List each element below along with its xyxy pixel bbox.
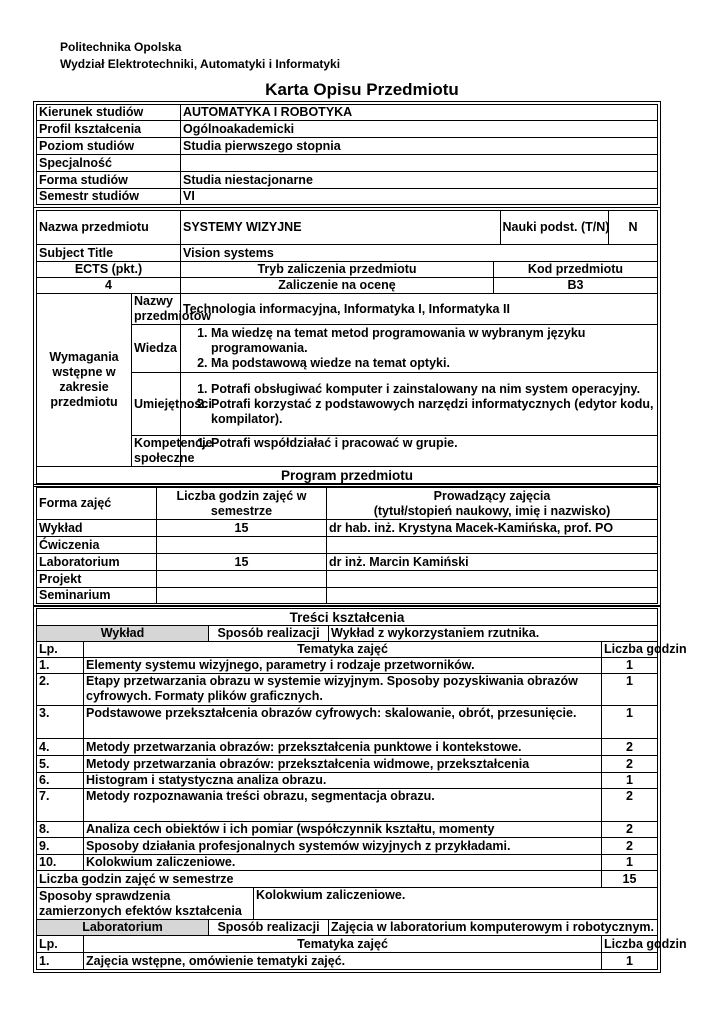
study-label: Poziom studiów <box>37 138 181 155</box>
lecture-label: Wykład <box>37 626 209 642</box>
hours-cell: 1 <box>602 706 658 739</box>
course-name-label: Nazwa przedmiotu <box>37 211 181 245</box>
form-label: Forma zajęć <box>37 488 157 520</box>
competence-label: Kompetencje społeczne <box>132 436 181 467</box>
topic-cell: Podstawowe przekształcenia obrazów cyfrowych: skalowanie, obrót, przesunięcie. <box>84 706 602 739</box>
competence-list <box>183 436 655 451</box>
university-name: Politechnika Opolska <box>60 40 182 54</box>
mode-label: Tryb zaliczenia przedmiotu <box>181 262 494 278</box>
lecturer-cell: dr hab. inż. Krystyna Macek-Kamińska, prof. PO <box>327 520 658 537</box>
prereq-courses-label: Nazwy przedmiotów <box>132 294 181 325</box>
table-row <box>37 756 658 773</box>
topic-cell: Elementy systemu wizyjnego, parametry i rodzaje przetworników. <box>84 658 602 674</box>
hours-cell <box>157 571 327 588</box>
lab-method-label: Sposób realizacji <box>209 920 329 936</box>
form-cell: Ćwiczenia <box>37 537 157 554</box>
topic-cell: Histogram i statystyczna analiza obrazu. <box>84 773 602 789</box>
lecture-method-label: Sposób realizacji <box>209 626 329 642</box>
topic-cell: Zajęcia wstępne, omówienie tematyki zajęć. <box>84 953 602 970</box>
hours-cell <box>157 537 327 554</box>
table-row <box>37 658 658 674</box>
table-row <box>37 588 658 604</box>
lecturer-cell <box>327 588 658 604</box>
program-section <box>33 484 661 607</box>
hours-cell: 2 <box>602 756 658 773</box>
skills-label: Umiejętności <box>132 373 181 436</box>
hours-cell: 1 <box>602 773 658 789</box>
hours-cell: 2 <box>602 789 658 822</box>
form-cell: Laboratorium <box>37 554 157 571</box>
total-hours-label: Liczba godzin zajęć w semestrze <box>37 871 602 888</box>
subject-title: Vision systems <box>181 245 658 262</box>
code-label: Kod przedmiotu <box>494 262 658 278</box>
lp-cell: 8. <box>37 822 84 838</box>
lp-cell: 3. <box>37 706 84 739</box>
table-row <box>37 838 658 855</box>
table-row <box>37 953 658 970</box>
topic-cell: Metody przetwarzania obrazów: przekształcenia punktowe i kontekstowe. <box>84 739 602 756</box>
table-row <box>37 855 658 871</box>
lp-cell: 7. <box>37 789 84 822</box>
study-value: Studia pierwszego stopnia <box>181 138 658 155</box>
total-hours: 15 <box>602 871 658 888</box>
study-value: AUTOMATYKA I ROBOTYKA <box>181 105 658 121</box>
lp-cell: 1. <box>37 658 84 674</box>
study-row <box>37 172 658 189</box>
hours-cell: 15 <box>157 520 327 537</box>
topic-cell: Kolokwium zaliczeniowe. <box>84 855 602 871</box>
table-row <box>37 773 658 789</box>
list-item: 2. Potrafi korzystać z podstawowych narzędzi informatycznych (edytor kodu, kompilator). <box>211 397 655 427</box>
table-row <box>37 739 658 756</box>
knowledge-label: Wiedza <box>132 325 181 373</box>
topic-cell: Analiza cech obiektów i ich pomiar (współczynnik kształtu, momenty <box>84 822 602 838</box>
table-row <box>37 706 658 739</box>
study-label: Specjalność <box>37 155 181 172</box>
hours-cell: 2 <box>602 739 658 756</box>
lab-method: Zajęcia w laboratorium komputerowym i robotycznym. <box>329 920 658 936</box>
prereq-courses: Technologia informacyjna, Informatyka I, Informatyka II <box>181 294 658 325</box>
study-label: Kierunek studiów <box>37 105 181 121</box>
lab-label: Laboratorium <box>37 920 209 936</box>
form-cell: Seminarium <box>37 588 157 604</box>
study-row <box>37 155 658 172</box>
page-title: Karta Opisu Przedmiotu <box>265 80 459 99</box>
lecture-method: Wykład z wykorzystaniem rzutnika. <box>329 626 658 642</box>
hours-cell: 15 <box>157 554 327 571</box>
skills-list <box>183 382 655 427</box>
table-row <box>37 520 658 537</box>
hours-cell: 1 <box>602 855 658 871</box>
topic-label: Tematyka zajęć <box>84 642 602 658</box>
lp-cell: 10. <box>37 855 84 871</box>
lecturer-cell <box>327 537 658 554</box>
hours-label: Liczba godzin <box>602 936 658 953</box>
program-title: Program przedmiotu <box>37 467 658 484</box>
study-row <box>37 105 658 121</box>
lp-label: Lp. <box>37 936 84 953</box>
form-cell: Projekt <box>37 571 157 588</box>
hours-cell <box>157 588 327 604</box>
topic-cell: Sposoby działania profesjonalnych systemów wizyjnych z przykładami. <box>84 838 602 855</box>
ects-label: ECTS (pkt.) <box>37 262 181 278</box>
topic-cell: Metody przetwarzania obrazów: przekształcenia widmowe, przekształcenia <box>84 756 602 773</box>
table-row <box>37 789 658 822</box>
table-row <box>37 674 658 706</box>
list-item: 1. Potrafi obsługiwać komputer i zainstalowany na nim system operacyjny. <box>211 382 655 397</box>
content-section <box>33 605 687 973</box>
lp-cell: 4. <box>37 739 84 756</box>
table-row <box>37 571 658 588</box>
form-cell: Wykład <box>37 520 157 537</box>
lp-cell: 2. <box>37 674 84 706</box>
lecturer-label: Prowadzący zajęcia <box>433 488 551 503</box>
lp-cell: 6. <box>37 773 84 789</box>
lecturer-sublabel: (tytuł/stopień naukowy, imię i nazwisko) <box>373 503 611 518</box>
hours-cell: 1 <box>602 953 658 970</box>
study-info-section <box>33 101 661 208</box>
lecturer-cell <box>327 571 658 588</box>
hours-cell: 2 <box>602 822 658 838</box>
lp-cell: 5. <box>37 756 84 773</box>
prereq-label: Wymagania wstępne w zakresie przedmiotu <box>37 294 132 467</box>
topic-label: Tematyka zajęć <box>84 936 602 953</box>
lp-cell: 9. <box>37 838 84 855</box>
study-label: Semestr studiów <box>37 189 181 205</box>
topic-cell: Metody rozpoznawania treści obrazu, segmentacja obrazu. <box>84 789 602 822</box>
subject-title-label: Subject Title <box>37 245 181 262</box>
hours-label: Liczba godzin zajęć w semestrze <box>157 488 327 520</box>
faculty-name: Wydział Elektrotechniki, Automatyki i Informatyki <box>60 57 341 71</box>
hours-cell: 2 <box>602 838 658 855</box>
study-row <box>37 189 658 205</box>
table-row <box>37 537 658 554</box>
course-name: SYSTEMY WIZYJNE <box>183 220 302 234</box>
study-value <box>181 155 658 172</box>
study-row <box>37 121 658 138</box>
mode-value: Zaliczenie na ocenę <box>181 278 494 294</box>
basic-science-value: N <box>609 211 658 245</box>
table-row <box>37 822 658 838</box>
study-label: Forma studiów <box>37 172 181 189</box>
list-item: 1. Ma wiedzę na temat metod programowania w wybranym języku programowania. <box>211 326 655 356</box>
hours-cell: 1 <box>602 674 658 706</box>
table-row <box>37 554 658 571</box>
study-value: Ogólnoakademicki <box>181 121 658 138</box>
content-title: Treści kształcenia <box>37 609 658 626</box>
lp-label: Lp. <box>37 642 84 658</box>
knowledge-list <box>183 326 655 371</box>
lp-cell: 1. <box>37 953 84 970</box>
verify-label: Sposoby sprawdzenia zamierzonych efektów kształcenia <box>37 888 254 920</box>
study-value: VI <box>181 189 658 205</box>
course-info-section <box>33 207 661 487</box>
code-value: B3 <box>494 278 658 294</box>
basic-science-label: Nauki podst. (T/N) <box>500 211 608 244</box>
hours-label: Liczba godzin <box>602 642 658 658</box>
list-item: 1. Potrafi współdziałać i pracować w grupie. <box>211 436 655 451</box>
hours-cell: 1 <box>602 658 658 674</box>
lecturer-cell: dr inż. Marcin Kamiński <box>327 554 658 571</box>
verify-value: Kolokwium zaliczeniowe. <box>254 888 658 920</box>
ects-value: 4 <box>37 278 181 294</box>
list-item: 2. Ma podstawową wiedze na temat optyki. <box>211 356 655 371</box>
study-value: Studia niestacjonarne <box>181 172 658 189</box>
topic-cell: Etapy przetwarzania obrazu w systemie wizyjnym. Sposoby pozyskiwania obrazów cyfrowych. Formaty plików graficznych. <box>84 674 602 706</box>
study-row <box>37 138 658 155</box>
study-label: Profil kształcenia <box>37 121 181 138</box>
